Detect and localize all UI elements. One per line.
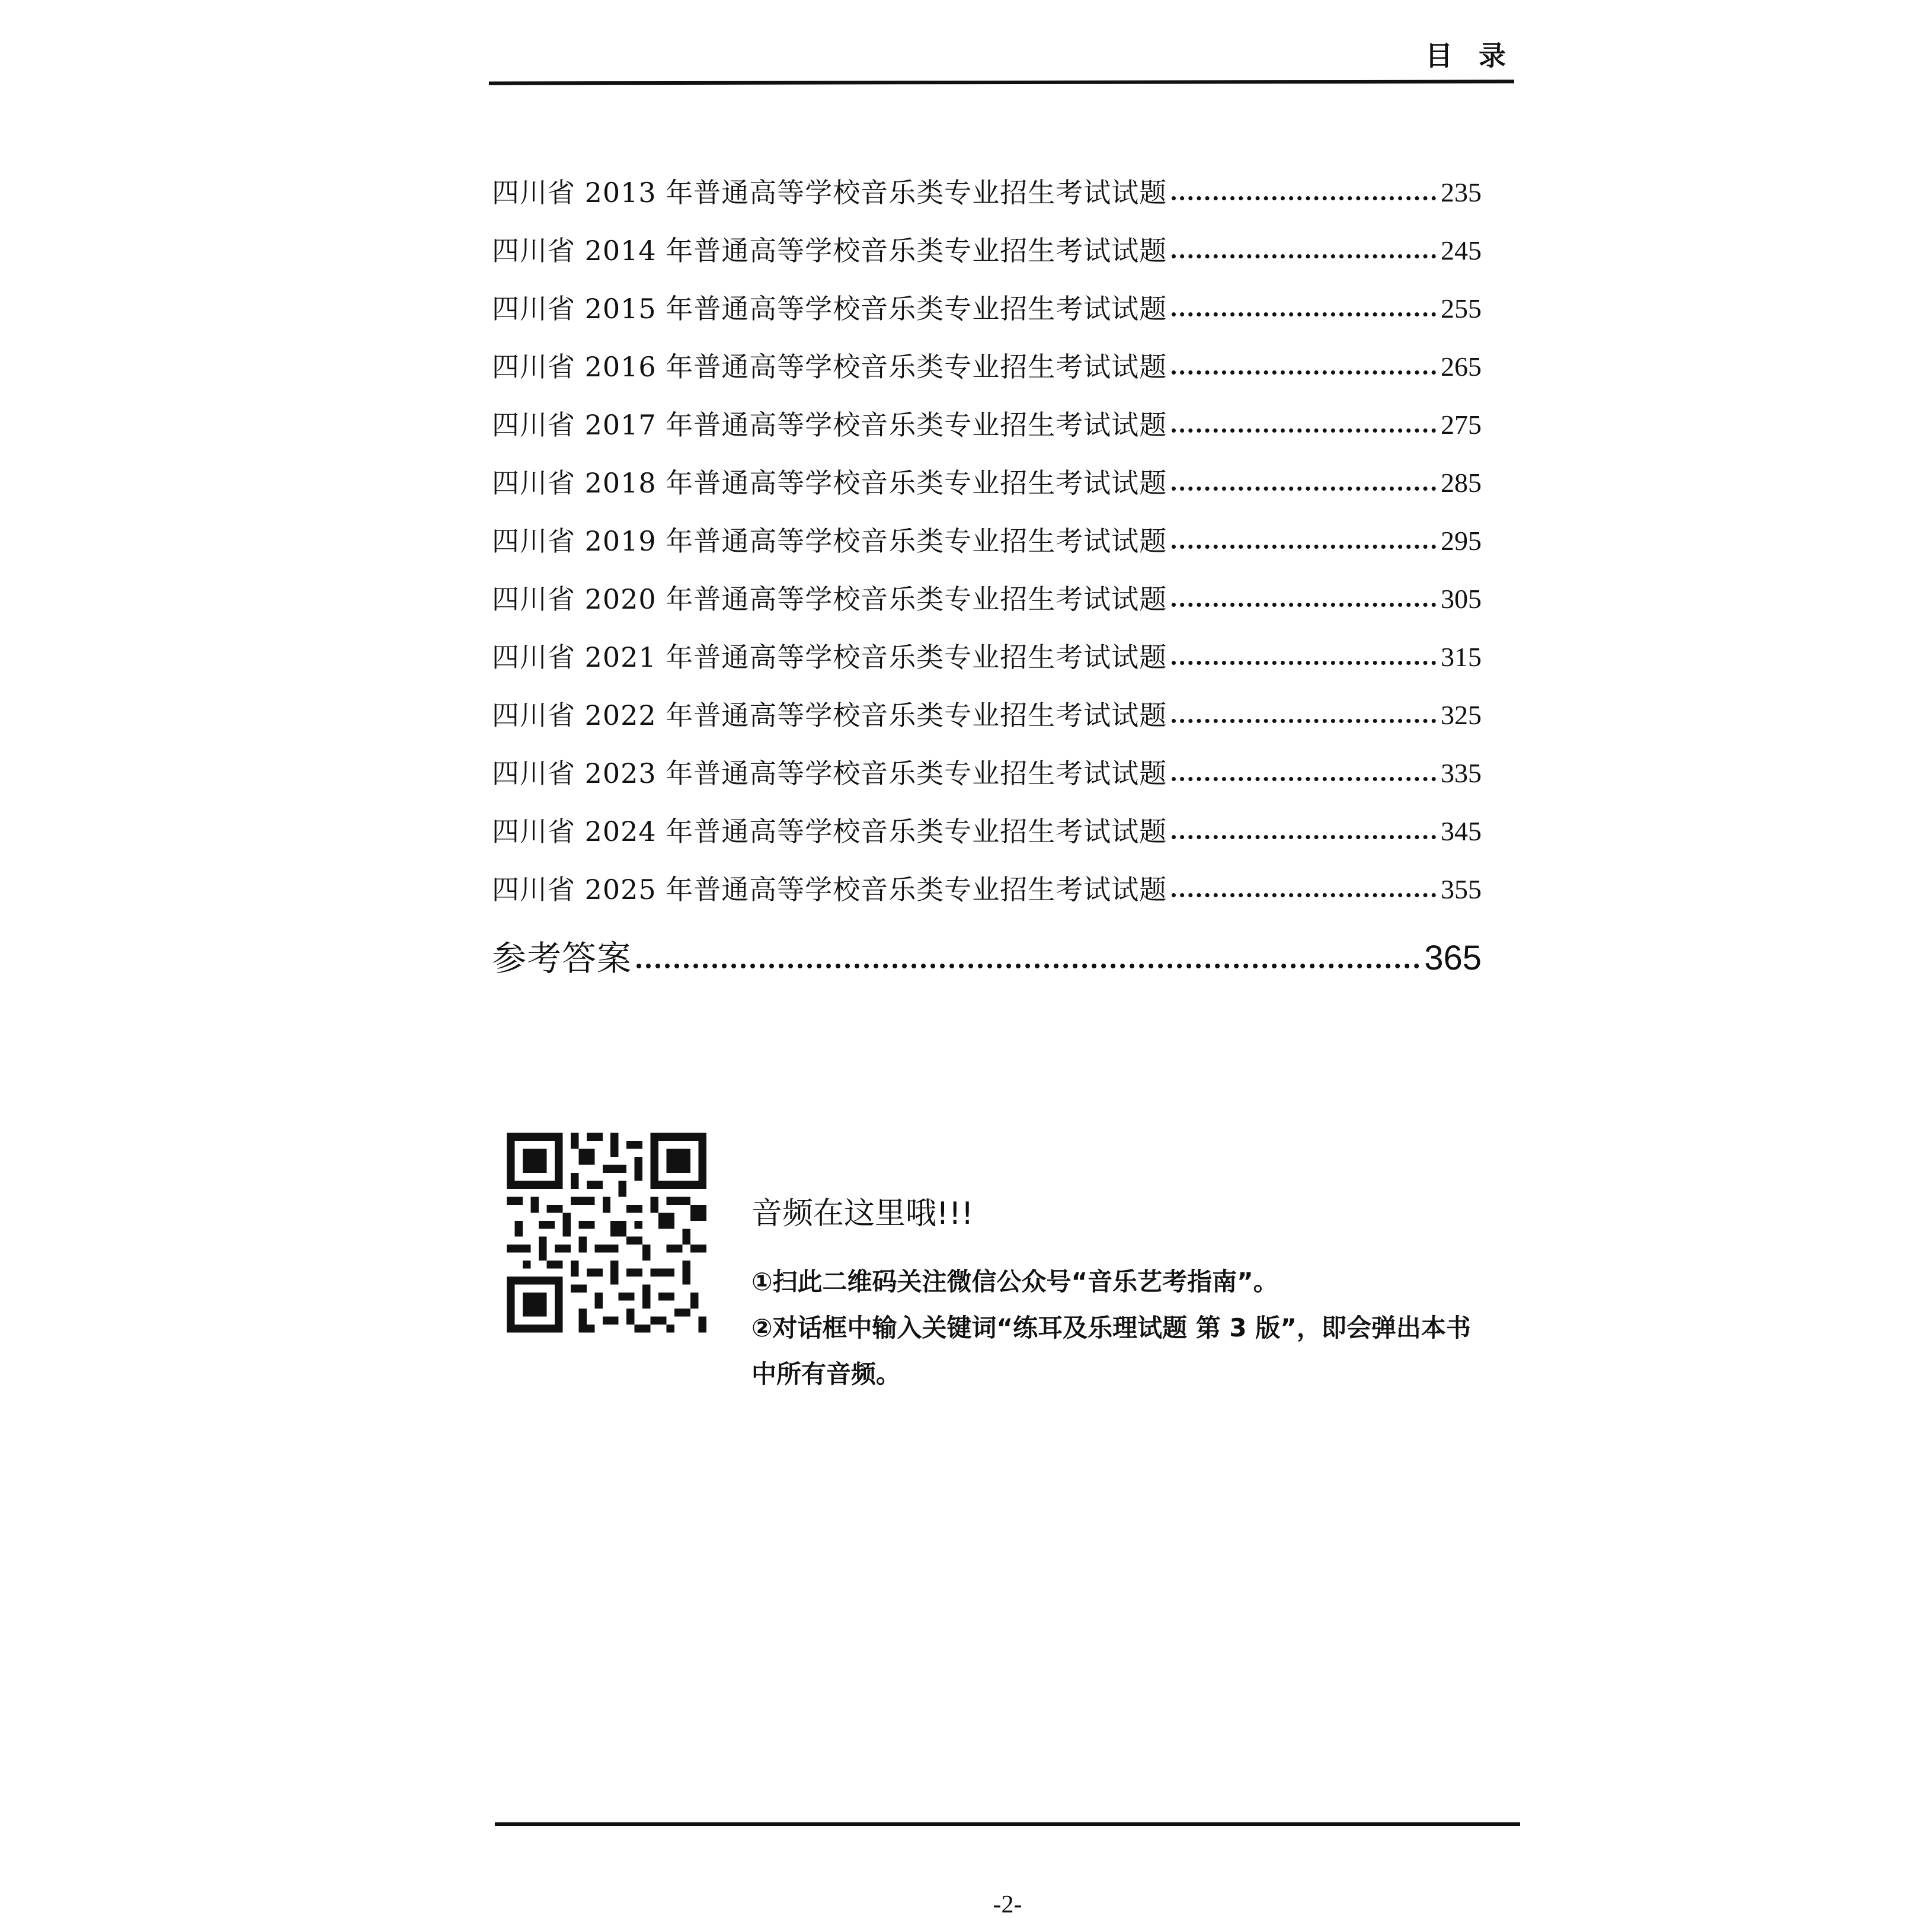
- toc-entry-page: 305: [1441, 584, 1482, 614]
- toc-entry-page: 335: [1441, 758, 1482, 788]
- dot-leader: [1172, 661, 1436, 665]
- toc-entry[interactable]: [492, 555, 1482, 613]
- toc-entry-title: 四川省 2014 年普通高等学校音乐类专业招生考试试题: [492, 235, 1167, 267]
- toc-entry-title: 四川省 2022 年普通高等学校音乐类专业招生考试试题: [492, 699, 1167, 731]
- toc-entry[interactable]: [492, 439, 1482, 497]
- dot-leader: [636, 964, 1419, 968]
- page-number: -2-: [993, 1891, 1022, 1918]
- toc-entry[interactable]: [492, 264, 1482, 325]
- dot-leader: [1172, 835, 1436, 839]
- toc-entry-title: 四川省 2023 年普通高等学校音乐类专业招生考试试题: [492, 757, 1167, 789]
- toc-entry[interactable]: [492, 787, 1482, 845]
- toc-entry-title: 四川省 2019 年普通高等学校音乐类专业招生考试试题: [492, 525, 1167, 557]
- dot-leader: [1172, 254, 1436, 258]
- toc-entry[interactable]: [492, 729, 1482, 787]
- toc-entry[interactable]: [492, 671, 1482, 729]
- toc-entry-page: 265: [1441, 351, 1482, 382]
- toc-entry[interactable]: [492, 845, 1482, 906]
- toc-entry-title: 四川省 2024 年普通高等学校音乐类专业招生考试试题: [492, 815, 1167, 847]
- toc-entry-page: 355: [1441, 874, 1482, 904]
- toc-entry-title: 四川省 2021 年普通高等学校音乐类专业招生考试试题: [492, 641, 1167, 673]
- toc-entry-page: 285: [1441, 468, 1482, 498]
- dot-leader: [1172, 370, 1436, 375]
- toc-entry-page: 275: [1441, 410, 1482, 440]
- toc-entry[interactable]: [492, 322, 1482, 383]
- running-header-title: 目 录: [1425, 40, 1514, 72]
- dot-leader: [1172, 777, 1436, 781]
- dot-leader: [1172, 487, 1436, 491]
- toc-entry-answers[interactable]: [492, 903, 1482, 978]
- toc-entry-title: 四川省 2020 年普通高等学校音乐类专业招生考试试题: [492, 583, 1167, 615]
- toc-entry-title: 四川省 2017 年普通高等学校音乐类专业招生考试试题: [492, 409, 1167, 441]
- toc-entry-page: 295: [1441, 526, 1482, 556]
- dot-leader: [1172, 428, 1436, 433]
- toc-entry-page: 245: [1441, 235, 1482, 266]
- audio-instruction-1: ①扫此二维码关注微信公众号“音乐艺考指南”。: [751, 1267, 1278, 1296]
- audio-instruction-3: 中所有音频。: [751, 1360, 901, 1389]
- header-divider: [489, 79, 1514, 85]
- toc-entry-page: 365: [1424, 939, 1482, 977]
- toc-entry-page: 315: [1441, 642, 1482, 672]
- toc-entry-title: 四川省 2018 年普通高等学校音乐类专业招生考试试题: [492, 467, 1167, 499]
- audio-info: [751, 1188, 1528, 1397]
- dot-leader: [1172, 312, 1436, 316]
- audio-instruction-2: ②对话框中输入关键词“练耳及乐理试题 第 3 版”，即会弹出本书: [751, 1313, 1471, 1342]
- toc-entry-title: 四川省 2016 年普通高等学校音乐类专业招生考试试题: [492, 351, 1167, 383]
- dot-leader: [1172, 196, 1436, 200]
- qr-code-icon: [507, 1132, 706, 1333]
- toc-entry-title: 参考答案: [492, 938, 632, 978]
- dot-leader: [1172, 545, 1436, 549]
- toc-entry-page: 255: [1441, 293, 1482, 324]
- dot-leader: [1172, 893, 1436, 897]
- toc-entry[interactable]: [492, 497, 1482, 555]
- audio-title: 音频在这里哦!!!: [751, 1196, 974, 1232]
- toc-entry-title: 四川省 2025 年普通高等学校音乐类专业招生考试试题: [492, 874, 1167, 906]
- toc-entry[interactable]: [492, 613, 1482, 671]
- toc-entry[interactable]: [492, 206, 1482, 267]
- toc-entry[interactable]: [492, 380, 1482, 439]
- toc-entry-page: 325: [1441, 700, 1482, 730]
- table-of-contents: [492, 148, 1482, 978]
- footer-divider: [495, 1822, 1520, 1826]
- dot-leader: [1172, 603, 1436, 607]
- toc-entry-page: 345: [1441, 816, 1482, 846]
- toc-entry-page: 235: [1441, 177, 1482, 207]
- toc-entry-title: 四川省 2015 年普通高等学校音乐类专业招生考试试题: [492, 293, 1167, 325]
- toc-entry-title: 四川省 2013 年普通高等学校音乐类专业招生考试试题: [492, 177, 1167, 209]
- toc-entry[interactable]: [492, 148, 1482, 209]
- dot-leader: [1172, 719, 1436, 723]
